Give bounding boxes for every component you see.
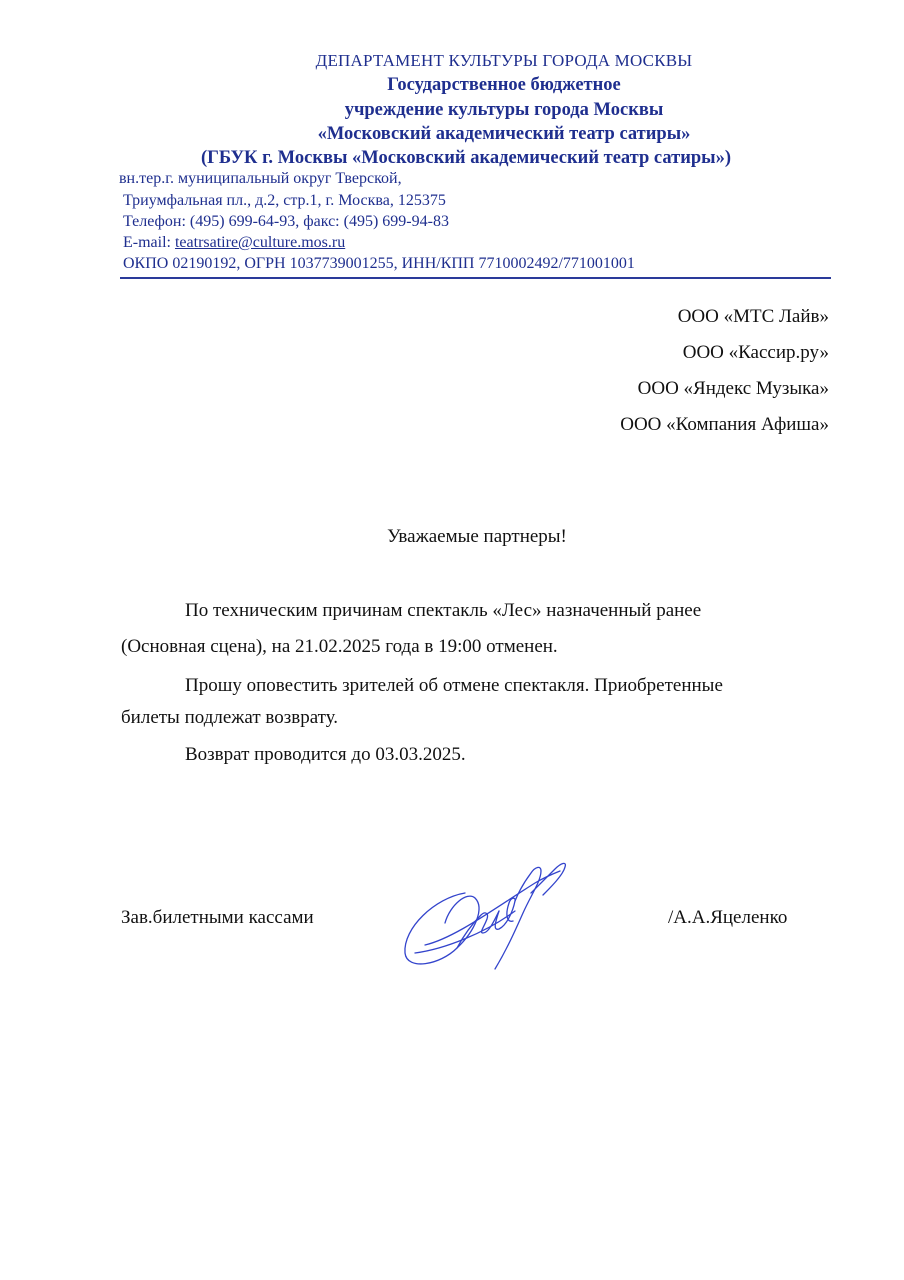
phone-fax-line: Телефон: (495) 699-64-93, факс: (495) 699-94-83 [123, 213, 449, 230]
letterhead-divider [120, 277, 831, 279]
recipient-4: ООО «Компания Афиша» [620, 414, 829, 435]
organization-short-name: (ГБУК г. Москвы «Московский академический театр сатиры») [200, 148, 732, 168]
signatory-name: /А.А.Яцеленко [668, 907, 788, 928]
registration-codes-line: ОКПО 02190192, ОГРН 1037739001255, ИНН/КПП 7710002492/771001001 [123, 255, 635, 272]
address-line-1: вн.тер.г. муниципальный округ Тверской, [119, 170, 402, 187]
paragraph-1-line-1: По техническим причинам спектакль «Лес» назначенный ранее [185, 600, 702, 621]
organization-name-line-2: учреждение культуры города Москвы [344, 100, 664, 120]
department-name: ДЕПАРТАМЕНТ КУЛЬТУРЫ ГОРОДА МОСКВЫ [315, 51, 693, 70]
signatory-position: Зав.билетными кассами [121, 907, 314, 928]
handwritten-signature [395, 853, 585, 973]
recipient-3: ООО «Яндекс Музыка» [637, 378, 829, 399]
greeting: Уважаемые партнеры! [387, 526, 567, 547]
email-link[interactable]: teatrsatire@culture.mos.ru [174, 234, 346, 251]
address-line-2: Триумфальная пл., д.2, стр.1, г. Москва, 125375 [123, 192, 446, 209]
paragraph-1-line-2: (Основная сцена), на 21.02.2025 года в 19:00 отменен. [121, 636, 558, 657]
recipient-2: ООО «Кассир.ру» [682, 342, 829, 363]
organization-name-line-3: «Московский академический театр сатиры» [317, 124, 691, 144]
paragraph-3: Возврат проводится до 03.03.2025. [185, 744, 466, 765]
paragraph-2-line-1: Прошу оповестить зрителей об отмене спектакля. Приобретенные [185, 675, 723, 696]
email-label: E-mail: [123, 234, 175, 251]
recipient-1: ООО «МТС Лайв» [677, 306, 829, 327]
paragraph-2-line-2: билеты подлежат возврату. [121, 707, 339, 728]
organization-name-line-1: Государственное бюджетное [387, 75, 621, 95]
email-line [123, 234, 345, 252]
